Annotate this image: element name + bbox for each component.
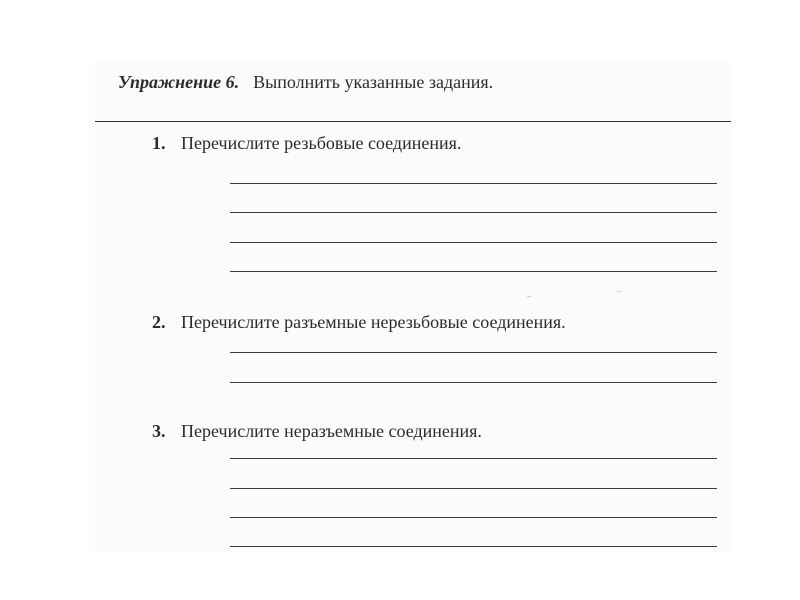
answer-line-q1-4[interactable]: [230, 271, 717, 272]
answer-line-q3-3[interactable]: [230, 517, 717, 518]
answer-line-q3-4[interactable]: [230, 546, 717, 547]
answer-line-q2-2[interactable]: [230, 382, 717, 383]
question-1: [152, 133, 461, 154]
exercise-header: [118, 72, 493, 93]
question-3-text: Перечислите неразъемные соединения.: [181, 421, 482, 441]
header-divider: [95, 121, 731, 122]
answer-line-q1-2[interactable]: [230, 212, 717, 213]
answer-line-q3-1[interactable]: [230, 458, 717, 459]
answer-line-q1-1[interactable]: [230, 183, 717, 184]
scan-artifact: [527, 296, 531, 297]
question-2: [152, 312, 566, 333]
question-2-text: Перечислите разъемные нерезьбовые соединения.: [181, 312, 566, 332]
scan-artifact: [617, 291, 621, 292]
answer-line-q3-2[interactable]: [230, 488, 717, 489]
question-1-number: 1.: [152, 133, 166, 153]
exercise-instruction: Выполнить указанные задания.: [253, 72, 494, 92]
question-2-number: 2.: [152, 312, 166, 332]
question-3-number: 3.: [152, 421, 166, 441]
answer-line-q2-1[interactable]: [230, 352, 717, 353]
question-1-text: Перечислите резьбовые соединения.: [181, 133, 462, 153]
answer-line-q1-3[interactable]: [230, 242, 717, 243]
exercise-label: Упражнение 6.: [118, 72, 240, 92]
question-3: [152, 421, 482, 442]
